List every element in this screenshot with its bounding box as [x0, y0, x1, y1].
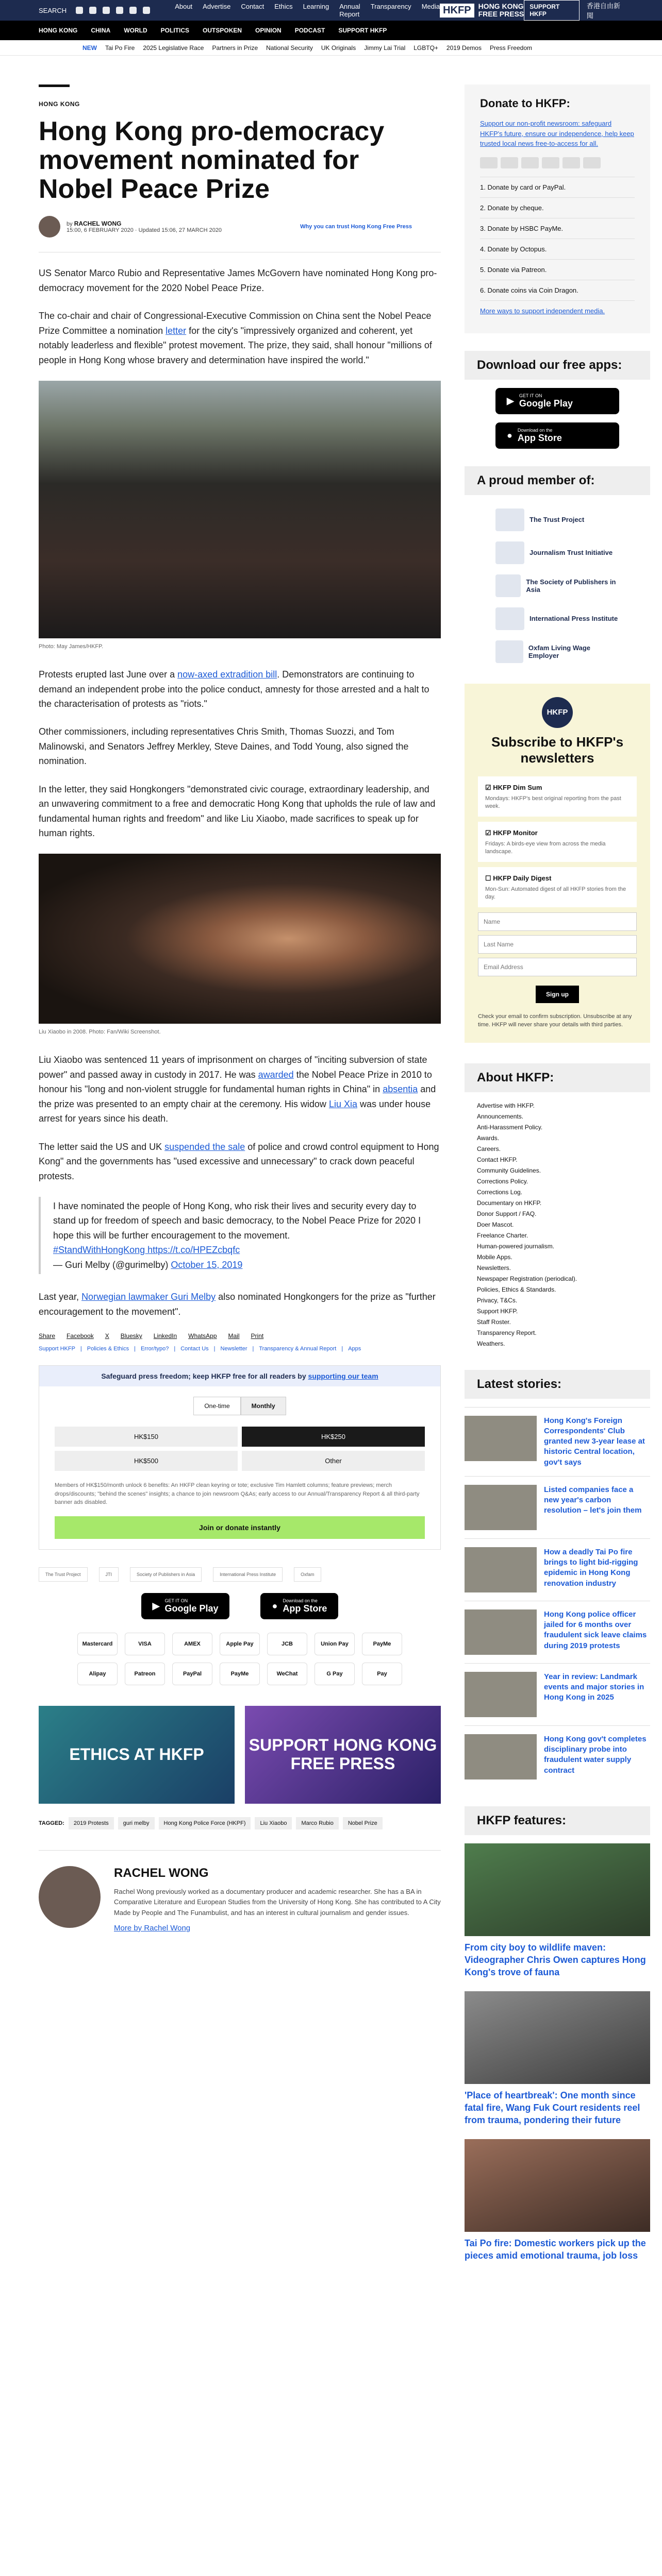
liu-xiaobo-photo: [39, 854, 441, 1024]
byline: [39, 216, 441, 238]
ethics-banner[interactable]: ETHICS AT HKFP: [39, 1706, 235, 1804]
member-logo[interactable]: International Press Institute: [495, 602, 619, 635]
payment-logo: Union Pay: [315, 1633, 355, 1655]
author-link[interactable]: RACHEL WONG: [74, 220, 122, 228]
signup-note: Check your email to confirm subscription. Unsubscribe at any time. HKFP will never share your details with third parties.: [478, 1013, 632, 1028]
meta-link[interactable]: Support HKFP: [39, 1346, 75, 1352]
youtube-icon[interactable]: [129, 7, 137, 14]
about-link[interactable]: Awards.: [477, 1134, 500, 1142]
new-label: NEW: [82, 44, 97, 52]
partner-logos: [39, 1567, 441, 1582]
author-name[interactable]: RACHEL WONG: [114, 1866, 209, 1880]
newsletter-option[interactable]: ☐ HKFP Daily Digest Mon-Sun: Automated digest of all HKFP stories from the day.: [478, 867, 637, 907]
top-links: [175, 3, 440, 18]
about-link[interactable]: Staff Roster.: [477, 1318, 511, 1326]
nav-item-opinion[interactable]: OPINION: [255, 27, 282, 34]
feature-story[interactable]: 'Place of heartbreak': One month since fatal fire, Wang Fuk Court residents reel from trauma, pondering their future: [465, 1991, 650, 2127]
top-link[interactable]: Media: [421, 3, 440, 10]
tag-item[interactable]: Marco Rubio: [296, 1817, 338, 1829]
trending-link[interactable]: National Security: [266, 44, 313, 52]
sidebar-heading: Donate to HKFP:: [480, 97, 570, 110]
support-hkfp-button[interactable]: SUPPORT HKFP: [524, 0, 580, 21]
about-link[interactable]: Advertise with HKFP.: [477, 1101, 535, 1109]
byline-text: by RACHEL WONG 15:00, 6 FEBRUARY 2020 · Updated 15:06, 27 MARCH 2020: [67, 220, 222, 234]
about-link[interactable]: Corrections Policy.: [477, 1177, 528, 1185]
app-store-button[interactable]: ● Download on the App Store: [495, 422, 619, 449]
nav-item-outspoken[interactable]: OUTSPOKEN: [203, 27, 242, 34]
trending-link[interactable]: Tai Po Fire: [105, 44, 135, 52]
payment-logo: PayPal: [172, 1663, 212, 1685]
more-by-author-link[interactable]: More by Rachel Wong: [114, 1923, 191, 1933]
newsletter-option[interactable]: ☑ HKFP Dim Sum Mondays: HKFP's best original reporting from the past week.: [478, 776, 637, 817]
about-heading: About HKFP:: [465, 1063, 650, 1092]
trending-link[interactable]: Jimmy Lai Trial: [364, 44, 406, 52]
social-icons: [76, 7, 150, 14]
letter-link[interactable]: letter: [166, 325, 187, 336]
feature-stories: [465, 1843, 650, 2262]
share-linkedin-button[interactable]: LinkedIn: [153, 1332, 177, 1340]
share-x-button[interactable]: X: [105, 1332, 109, 1340]
play-icon: ▶: [152, 1600, 160, 1611]
card-icon: [521, 157, 539, 168]
meta-links: Support HKFP | Policies & Ethics | Error/typo? | Contact Us | Newsletter | Transparency & Annual Report | Apps: [39, 1346, 361, 1352]
meta-link[interactable]: Transparency & Annual Report: [259, 1346, 337, 1352]
meta-link[interactable]: Policies & Ethics: [87, 1346, 129, 1352]
paragraph: Last year, Norwegian lawmaker Guri Melby also nominated Hongkongers for the prize as "further encouragement to the movement".: [39, 1292, 436, 1317]
trending-link[interactable]: Partners in Prize: [212, 44, 258, 52]
amount-option[interactable]: HK$150: [55, 1427, 238, 1447]
member-heading: A proud member of:: [465, 466, 650, 495]
payment-logo: G Pay: [315, 1663, 355, 1685]
about-link[interactable]: Human-powered journalism.: [477, 1242, 555, 1250]
author-avatar[interactable]: [39, 216, 60, 238]
paragraph: US Senator Marco Rubio and Representative James McGovern have nominated Hong Kong pro-democracy movement for the 2020 Nobel Peace Prize.: [39, 268, 437, 293]
payment-logo: WeChat: [267, 1663, 307, 1685]
google-play-button[interactable]: ▶ GET IT ON Google Play: [141, 1593, 230, 1619]
feature-image: [465, 1991, 650, 2084]
share-mail-button[interactable]: Mail: [228, 1332, 240, 1340]
amount-options: [55, 1427, 425, 1471]
app-store-button[interactable]: ● Download on the App Store: [260, 1593, 338, 1619]
newsletter-title: Subscribe to HKFP's newsletters: [491, 734, 624, 766]
donate-way-item[interactable]: 5. Donate via Patreon.: [480, 259, 635, 280]
trending-link[interactable]: 2019 Demos: [446, 44, 482, 52]
payment-logo: Alipay: [77, 1663, 118, 1685]
more-ways-link[interactable]: More ways to support independent media.: [480, 300, 635, 321]
one-time-tab[interactable]: One-time: [193, 1397, 240, 1415]
latest-stories: [465, 1407, 650, 1788]
frequency-toggle: [55, 1397, 425, 1415]
partner-logo[interactable]: The Trust Project: [39, 1567, 88, 1582]
donate-sidebar: [465, 84, 650, 333]
about-link[interactable]: Weathers.: [477, 1340, 505, 1347]
nav-item-world[interactable]: WORLD: [124, 27, 147, 34]
main-nav: [0, 21, 662, 40]
tag-item[interactable]: guri melby: [118, 1817, 155, 1829]
about-link[interactable]: Newsletters.: [477, 1264, 511, 1272]
member-logos: [465, 503, 650, 668]
paragraph: Other commissioners, including representatives Chris Smith, Thomas Suozzi, and Tom Malinowski, and Senators Jeffrey Merkley, Steve Daines, and Todd Young, also signed the nomination.: [39, 726, 409, 767]
rss-icon[interactable]: [143, 7, 150, 14]
member-logo[interactable]: Journalism Trust Initiative: [495, 536, 619, 569]
google-play-button[interactable]: ▶ GET IT ON Google Play: [495, 388, 619, 414]
donate-header: Safeguard press freedom; keep HKFP free for all readers by supporting our team: [39, 1366, 440, 1386]
story-thumbnail: [465, 1672, 537, 1717]
share-facebook-button[interactable]: Facebook: [67, 1332, 94, 1340]
share-bar: [39, 1332, 441, 1340]
payment-logo: PayMe: [362, 1633, 402, 1655]
search-link[interactable]: SEARCH: [39, 6, 67, 14]
top-link[interactable]: Ethics: [274, 3, 293, 10]
protest-photo: [39, 381, 441, 638]
tweet-date-link[interactable]: October 15, 2019: [171, 1259, 243, 1270]
email-field[interactable]: Email Address: [478, 958, 637, 976]
story-thumbnail: [465, 1485, 537, 1530]
x-icon[interactable]: [89, 7, 96, 14]
about-links: [465, 1100, 650, 1349]
payment-methods: [39, 1633, 441, 1685]
paragraph: The co-chair and chair of Congressional-Executive Commission on China sent the Nobel Peace Prize Committee a nomination letter for the city's "impressively organized and coherent, yet notably leaderless and flexible" protest movement. The prize, they said, shall honour "millions of people in Hong Kong whose bravery and determination have inspired the world.": [39, 311, 432, 365]
donate-way-item[interactable]: 6. Donate coins via Coin Dragon.: [480, 280, 635, 300]
meta-link[interactable]: Error/typo?: [140, 1346, 169, 1352]
signup-button[interactable]: Sign up: [536, 986, 579, 1003]
member-logo[interactable]: Oxfam Living Wage Employer: [495, 635, 619, 668]
top-bar-right: [524, 0, 623, 21]
nav-item-hong-kong[interactable]: HONG KONG: [39, 27, 78, 34]
about-link[interactable]: Mobile Apps.: [477, 1253, 512, 1261]
donate-ways: [480, 177, 635, 321]
about-link[interactable]: Freelance Charter.: [477, 1231, 528, 1239]
feature-story[interactable]: Tai Po fire: Domestic workers pick up the pieces amid emotional trauma, job loss: [465, 2139, 650, 2262]
monthly-tab[interactable]: Monthly: [241, 1397, 286, 1415]
tag-item[interactable]: Hong Kong Police Force (HKPF): [159, 1817, 251, 1829]
latest-story[interactable]: Hong Kong gov't completes disciplinary probe into fraudulent water supply contract: [465, 1725, 650, 1788]
member-logo[interactable]: The Society of Publishers in Asia: [495, 569, 619, 602]
payment-logo: VISA: [125, 1633, 165, 1655]
newsletter-logo: HKFP: [542, 697, 573, 728]
meta-link[interactable]: Contact Us: [180, 1346, 209, 1352]
photo-caption: Photo: May James/HKFP.: [39, 643, 104, 650]
payment-logo: AMEX: [172, 1633, 212, 1655]
story-thumbnail: [465, 1734, 537, 1780]
about-link[interactable]: Documentary on HKFP.: [477, 1199, 542, 1207]
trending-link[interactable]: LGBTQ+: [413, 44, 438, 52]
author-photo[interactable]: [39, 1866, 101, 1928]
card-icon: [562, 157, 580, 168]
latest-story[interactable]: Hong Kong's Foreign Correspondents' Club granted new 3-year lease at historic Central location, gov't says: [465, 1407, 650, 1476]
latest-story[interactable]: Listed companies face a new year's carbon resolution – let's join them: [465, 1476, 650, 1538]
payment-logo: JCB: [267, 1633, 307, 1655]
tag-item[interactable]: Nobel Prize: [343, 1817, 383, 1829]
author-box: [39, 1850, 441, 1933]
apple-icon: ●: [272, 1600, 278, 1611]
about-link[interactable]: Transparency Report.: [477, 1329, 537, 1336]
features-heading: HKFP features:: [465, 1806, 650, 1835]
newsletter-option[interactable]: ☑ HKFP Monitor Fridays: A birds-eye view from across the media landscape.: [478, 822, 637, 862]
donate-widget: [39, 1365, 441, 1550]
tag-list: [39, 1817, 441, 1829]
liu-xia-link[interactable]: Liu Xia: [328, 1098, 357, 1109]
share-whatsapp-button[interactable]: WhatsApp: [188, 1332, 217, 1340]
logo-text: HONG KONG FREE PRESS: [478, 2, 524, 18]
payment-logo: Patreon: [125, 1663, 165, 1685]
payment-logo: Mastercard: [77, 1633, 118, 1655]
meta-link[interactable]: Newsletter: [220, 1346, 247, 1352]
category-label[interactable]: HONG KONG: [39, 100, 80, 108]
trending-link[interactable]: UK Originals: [321, 44, 356, 52]
about-link[interactable]: Careers.: [477, 1145, 501, 1153]
amount-option-other[interactable]: Other: [242, 1451, 425, 1471]
donate-way-item[interactable]: 3. Donate by HSBC PayMe.: [480, 218, 635, 239]
member-logo[interactable]: The Trust Project: [495, 503, 619, 536]
embedded-tweet: [39, 1197, 441, 1274]
sidebar: [465, 84, 650, 2274]
paragraph: In the letter, they said Hongkongers "demonstrated civic courage, extraordinary leadership, and an unwavering commitment to a free and democratic Hong Kong that upholds the rule of law and fundamental human rights and freedom" and like Liu Xiaobo, made sacrifices to speak up for human rights.: [39, 784, 436, 839]
top-link[interactable]: Transparency: [370, 3, 411, 10]
top-bar: [0, 0, 662, 21]
partner-logo[interactable]: JTI: [99, 1567, 119, 1582]
photo-caption: Liu Xiaobo in 2008. Photo: Fan/Wiki Screenshot.: [39, 1029, 161, 1036]
support-banner[interactable]: SUPPORT HONG KONG FREE PRESS: [245, 1706, 441, 1804]
payment-logo: Pay: [362, 1663, 402, 1685]
paragraph: The letter said the US and UK suspended the sale of police and crowd control equipment to Hong Kong" and the governments has "used excessive and unnecessary" to crack down peaceful protests.: [39, 1141, 439, 1181]
feature-story[interactable]: From city boy to wildlife maven: Videographer Chris Owen captures Hong Kong's trove of fauna: [465, 1843, 650, 1979]
about-link[interactable]: Support HKFP.: [477, 1307, 518, 1315]
trending-link[interactable]: 2025 Legislative Race: [143, 44, 204, 52]
top-bar-left: [39, 3, 440, 18]
page-body: [0, 84, 662, 2274]
feature-image: [465, 2139, 650, 2232]
play-icon: ▶: [507, 395, 514, 406]
paragraph: Protests erupted last June over a now-axed extradition bill. Demonstrators are continuing to demand an independent probe into the police conduct, amnesty for those arrested and a halt to the characterisation of protests as "riots.": [39, 669, 429, 709]
tags-label: TAGGED:: [39, 1820, 64, 1826]
feature-image: [465, 1843, 650, 1936]
publish-dates: 15:00, 6 FEBRUARY 2020 · Updated 15:06, 27 MARCH 2020: [67, 227, 222, 234]
sidebar-app-buttons: [465, 388, 650, 449]
extradition-bill-link[interactable]: now-axed extradition bill: [177, 669, 277, 680]
top-link[interactable]: Contact: [241, 3, 264, 10]
partner-logo[interactable]: Oxfam: [294, 1567, 321, 1582]
card-logos: [480, 157, 635, 168]
donate-way-item[interactable]: 4. Donate by Octopus.: [480, 239, 635, 259]
suspended-sale-link[interactable]: suspended the sale: [164, 1141, 245, 1152]
melby-link[interactable]: Norwegian lawmaker Guri Melby: [81, 1292, 216, 1302]
facebook-icon[interactable]: [76, 7, 83, 14]
tag-item[interactable]: Liu Xiaobo: [255, 1817, 292, 1829]
latest-story[interactable]: Year in review: Landmark events and major stories in Hong Kong in 2025: [465, 1663, 650, 1725]
nav-item-support[interactable]: SUPPORT HKFP: [338, 27, 387, 34]
tweet-author: — Guri Melby (@gurimelby): [53, 1259, 169, 1270]
share-print-button[interactable]: Print: [251, 1332, 264, 1340]
member-benefits: Members of HK$150/month unlock 6 benefits: An HKFP clean keyring or tote; exclusive Tim Hamlett columns; feature previews; merch drops/discounts; "behind the scenes" insights; a chance to join newsroom Q&As; early access to our Annual/Transparency Report & all third-party banner ads disabled.: [55, 1482, 420, 1506]
donate-intro-link[interactable]: Support our non-profit newsroom: safeguard HKFP's future, ensure our independence, help keep trusted local news free-to-access for all.: [480, 120, 634, 147]
about-link[interactable]: Anti-Harassment Policy.: [477, 1123, 543, 1131]
apple-icon: ●: [507, 430, 512, 440]
amount-option-selected[interactable]: HK$250: [242, 1427, 425, 1447]
donate-way-item[interactable]: 2. Donate by cheque.: [480, 197, 635, 218]
join-donate-button[interactable]: Join or donate instantly: [55, 1516, 425, 1539]
chinese-site-link[interactable]: 香港自由新聞: [586, 2, 620, 20]
top-link[interactable]: Learning: [303, 3, 329, 10]
top-link[interactable]: About: [175, 3, 193, 10]
about-link[interactable]: Policies, Ethics & Standards.: [477, 1285, 556, 1293]
card-icon: [542, 157, 559, 168]
story-thumbnail: [465, 1547, 537, 1592]
nav-item-podcast[interactable]: PODCAST: [294, 27, 325, 34]
absentia-link[interactable]: absentia: [383, 1084, 418, 1095]
amount-option[interactable]: HK$500: [55, 1451, 238, 1471]
promo-banners: [39, 1706, 441, 1804]
latest-story[interactable]: How a deadly Tai Po fire brings to light bid-rigging epidemic in Hong Kong renovation industry: [465, 1538, 650, 1601]
threads-icon[interactable]: [116, 7, 123, 14]
nav-item-politics[interactable]: POLITICS: [160, 27, 190, 34]
page-title: Hong Kong pro-democracy movement nominated for Nobel Peace Prize: [39, 116, 385, 205]
story-thumbnail: [465, 1416, 537, 1461]
trending-link[interactable]: Press Freedom: [489, 44, 532, 52]
last-name-field[interactable]: Last Name: [478, 935, 637, 954]
first-name-field[interactable]: Name: [478, 912, 637, 931]
share-bluesky-button[interactable]: Bluesky: [120, 1332, 142, 1340]
partner-logo[interactable]: Society of Publishers in Asia: [130, 1567, 202, 1582]
tag-item[interactable]: 2019 Protests: [69, 1817, 114, 1829]
nav-item-china[interactable]: CHINA: [91, 27, 111, 34]
about-link[interactable]: Corrections Log.: [477, 1188, 523, 1196]
about-link[interactable]: Privacy, T&Cs.: [477, 1296, 518, 1304]
paragraph: Liu Xiaobo was sentenced 11 years of imprisonment on charges of "inciting subversion of state power" and passed away in custody in 2017. He was awarded the Nobel Peace Prize in 2010 to honour his "long and non-violent struggle for fundamental human rights in China" in absentia and the prize was presented to an empty chair at the ceremony. His widow Liu Xia was under house arrest for years since his death.: [39, 1055, 436, 1124]
author-bio: Rachel Wong previously worked as a documentary producer and academic researcher. She has a BA in Comparative Literature and European Studies from the University of Hong Kong. She has contributed to A City Made by People and The Funambulist, and has an interest in cultural journalism and gender issues.: [114, 1887, 441, 1917]
instagram-icon[interactable]: [103, 7, 110, 14]
about-link[interactable]: Doer Mascot.: [477, 1221, 514, 1228]
awarded-link[interactable]: awarded: [258, 1069, 294, 1080]
card-icon: [501, 157, 518, 168]
card-icon: [480, 157, 498, 168]
payment-logo: Apple Pay: [220, 1633, 260, 1655]
latest-story[interactable]: Hong Kong police officer jailed for 6 months over fraudulent sick leave claims during 2019 protests: [465, 1601, 650, 1663]
meta-link[interactable]: Apps: [348, 1346, 361, 1352]
story-thumbnail: [465, 1609, 537, 1655]
top-link[interactable]: Advertise: [203, 3, 231, 10]
about-link[interactable]: Newspaper Registration (periodical).: [477, 1275, 577, 1282]
tweet-text: I have nominated the people of Hong Kong, who risk their lives and security every day to stand up for freedom of speech and basic democracy, to the Nobel Peace Prize for 2020 I hope this will be further encouragement to the movement.: [53, 1200, 421, 1241]
about-link[interactable]: Announcements.: [477, 1112, 524, 1120]
payment-logo: PayMe: [220, 1663, 260, 1685]
about-link[interactable]: Contact HKFP.: [477, 1156, 518, 1163]
donate-way-item[interactable]: 1. Donate by card or PayPal.: [480, 177, 635, 197]
site-logo[interactable]: [440, 3, 524, 18]
card-icon: [583, 157, 601, 168]
article: [39, 84, 441, 2274]
top-link[interactable]: Annual Report: [339, 3, 360, 18]
latest-heading: Latest stories:: [465, 1370, 650, 1399]
tweet-hashtag-link[interactable]: #StandWithHongKong https://t.co/HPEZcbqfc: [53, 1245, 240, 1256]
title-rule: [39, 84, 70, 87]
trust-link[interactable]: Why you can trust Hong Kong Free Press: [300, 224, 412, 230]
trending-bar: [0, 40, 662, 56]
about-link[interactable]: Donor Support / FAQ.: [477, 1210, 537, 1217]
share-label: Share: [39, 1332, 56, 1340]
newsletter-signup: [465, 684, 650, 1043]
apps-heading: Download our free apps:: [465, 351, 650, 380]
app-store-buttons: [39, 1593, 441, 1619]
logo-mark: HKFP: [440, 4, 474, 18]
support-team-link[interactable]: supporting our team: [308, 1372, 378, 1381]
partner-logo[interactable]: International Press Institute: [213, 1567, 283, 1582]
about-link[interactable]: Community Guidelines.: [477, 1166, 541, 1174]
